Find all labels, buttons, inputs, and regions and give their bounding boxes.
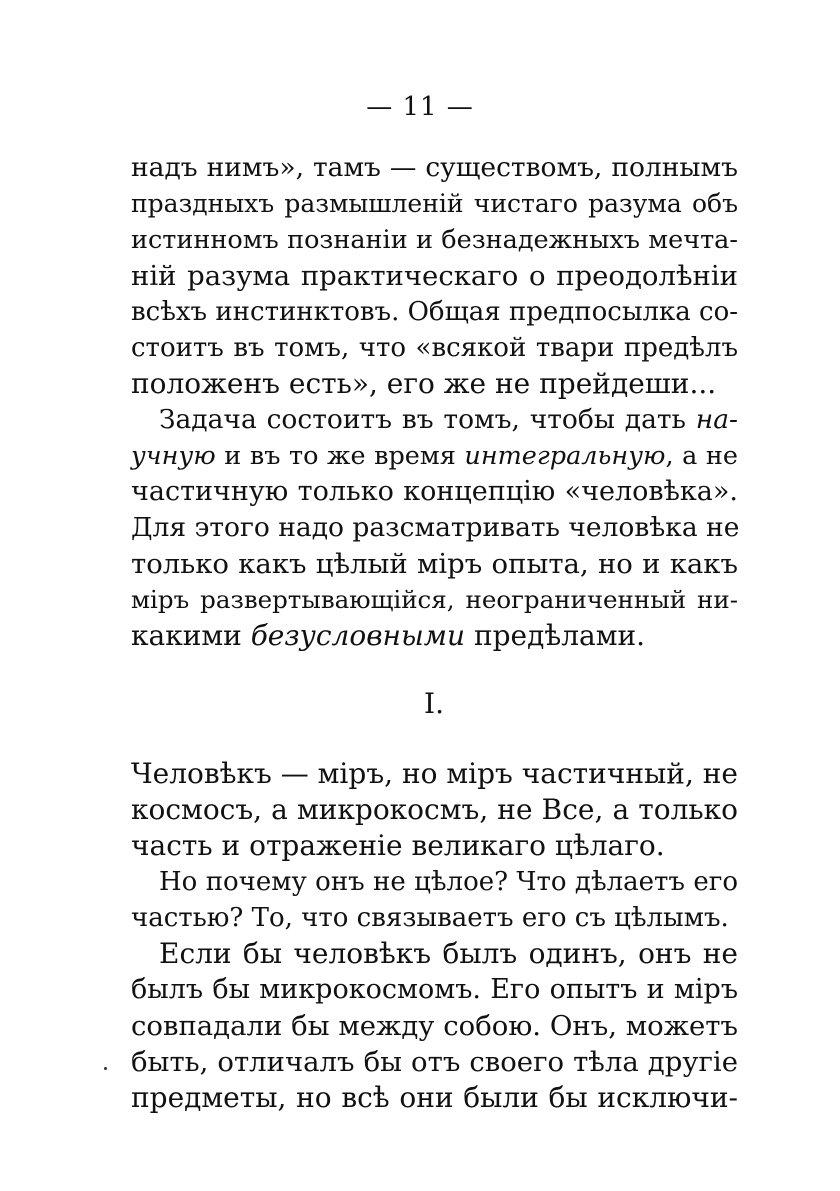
text-line: совпадали бы между собою. Онъ, можетъ xyxy=(131,1010,738,1042)
text-line xyxy=(131,618,738,654)
text-span: Задача состоитъ въ томъ, чтобы дать xyxy=(159,404,696,435)
text-line: праздныхъ размышленій чистаго разума объ xyxy=(131,189,738,218)
text-line: стоитъ въ томъ, что «всякой твари предѣлъ xyxy=(131,333,738,363)
italic-span: интегральную xyxy=(464,441,666,471)
text-line: міръ развертывающійся, неограниченный ни- xyxy=(131,585,738,614)
text-line xyxy=(131,438,738,474)
print-speck xyxy=(104,1067,107,1070)
italic-span: на- xyxy=(695,404,738,435)
text-line: ній разума практическаго о преодолѣніи xyxy=(131,260,738,292)
text-line: истинномъ познаніи и безнадежныхъ мечта- xyxy=(131,225,738,255)
text-line: Для этого надо разсматривать человѣка не xyxy=(131,512,740,543)
text-line: быть, отличалъ бы отъ своего тѣла другіе xyxy=(131,1046,738,1078)
text-line: всѣхъ инстинктовъ. Общая предпосылка со- xyxy=(131,297,739,327)
italic-span: учную xyxy=(131,441,216,471)
italic-span: безусловными xyxy=(250,619,466,652)
text-line: надъ нимъ», тамъ — существомъ, полнымъ xyxy=(131,152,738,183)
text-line: былъ бы микрокосмомъ. Его опытъ и міръ xyxy=(131,974,738,1005)
text-line: Если бы человѣкъ былъ одинъ, онъ не xyxy=(159,937,738,970)
text-span: предѣлами. xyxy=(465,619,646,652)
text-span: , а не xyxy=(665,441,739,471)
text-line: часть и отраженіе великаго цѣлаго. xyxy=(131,829,665,862)
text-line xyxy=(159,402,738,438)
text-line: Человѣкъ — міръ, но міръ частичный, не xyxy=(131,757,738,790)
text-line: космосъ, а микрокосмъ, не Все, а только xyxy=(131,793,738,826)
section-heading: I. xyxy=(424,687,444,720)
text-line: Но почему онъ не цѣлое? Что дѣлаетъ его xyxy=(159,867,738,897)
text-line: только какъ цѣлый міръ опыта, но и какъ xyxy=(131,548,738,580)
page-number: — 11 — xyxy=(366,92,474,122)
text-line: частичную только концепцію «человѣка». xyxy=(131,476,738,507)
text-line: предметы, но всѣ они были бы исключи- xyxy=(131,1081,738,1114)
text-line: положенъ есть», его же не прейдеши... xyxy=(131,367,717,400)
text-line: частью? То, что связываетъ его съ цѣлымъ. xyxy=(131,903,729,933)
text-span: и въ то же время xyxy=(215,441,465,471)
text-span: какими xyxy=(131,619,251,652)
